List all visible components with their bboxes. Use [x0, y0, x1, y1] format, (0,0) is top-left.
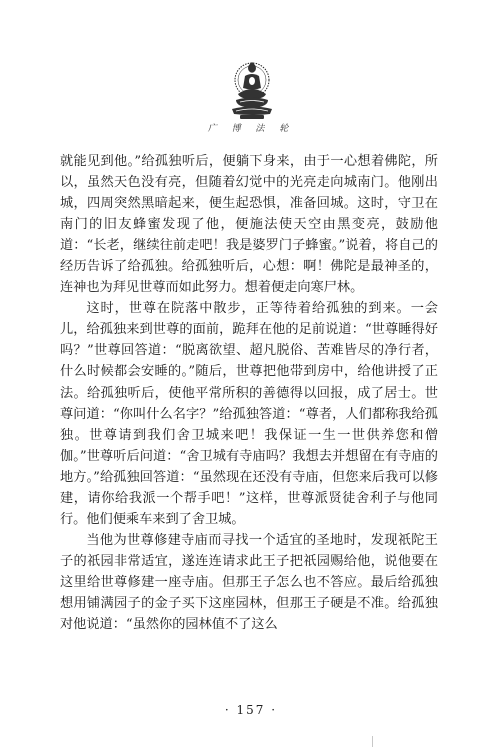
body-text [60, 151, 438, 635]
paragraph-3: 当他为世尊修建寺庙而寻找一个适宜的圣地时，发现祇陀王子的祇园非常适宜，遂连连请求此王子把祇园赐给他，说他要在这里给世尊修建一座寺庙。但那王子怎么也不答应。最后给孤独想用铺满园子的金子买下这座园林，但那王子硬是不准。给孤独对他说道：“虽然你的园林值不了这么 [60, 532, 438, 633]
seated-buddha-icon [224, 54, 280, 120]
scan-mark [372, 736, 373, 747]
paragraph-2: 这时，世尊在院落中散步，正等待着给孤独的到来。一会儿，给孤独来到世尊的面前，跪拜在他的足前说道：“世尊睡得好吗？”世尊回答道：“脱离欲望、超凡脱俗、苦难皆尽的净行者，什么时候都会安睡的。”随后，世尊把他带到房中，给他讲授了正法。给孤独听后，使他平常所积的善德得以回报，成了居士。世尊问道：“你叫什么名字？”给孤独答道：“尊者，人们都称我给孤独。世尊请到我们舍卫城来吧！我保证一生一世供养您和僧伽。”世尊听后问道：“舍卫城有寺庙吗？我想去并想留在有寺庙的地方。”给孤独回答道：“虽然现在还没有寺庙，但您来后我可以修建，请你给我派一个帮手吧！”这样，世尊派贤徒舍利子与他同行。他们便乘车来到了舍卫城。 [60, 301, 438, 527]
paragraph-1: 就能见到他。”给孤独听后，便躺下身来，由于一心想着佛陀，所以，虽然天色没有亮，但随着幻觉中的光亮走向城南门。他刚出城，四周突然黑暗起来，便生起恐惧，准备回城。这时，守卫在南门的旧友蜂蜜发现了他，便施法使天空由黑变亮，鼓励他道：“长老，继续往前走吧！我是婆罗门子蜂蜜。”说着，将自己的经历告诉了给孤独。给孤独听后，心想：啊！佛陀是最神圣的，连神也为拜见世尊而如此努力。想着便走向寒尸林。 [60, 154, 438, 296]
page-number: · 157 · [224, 703, 278, 717]
running-header: 广 博 法 轮 [207, 124, 295, 134]
